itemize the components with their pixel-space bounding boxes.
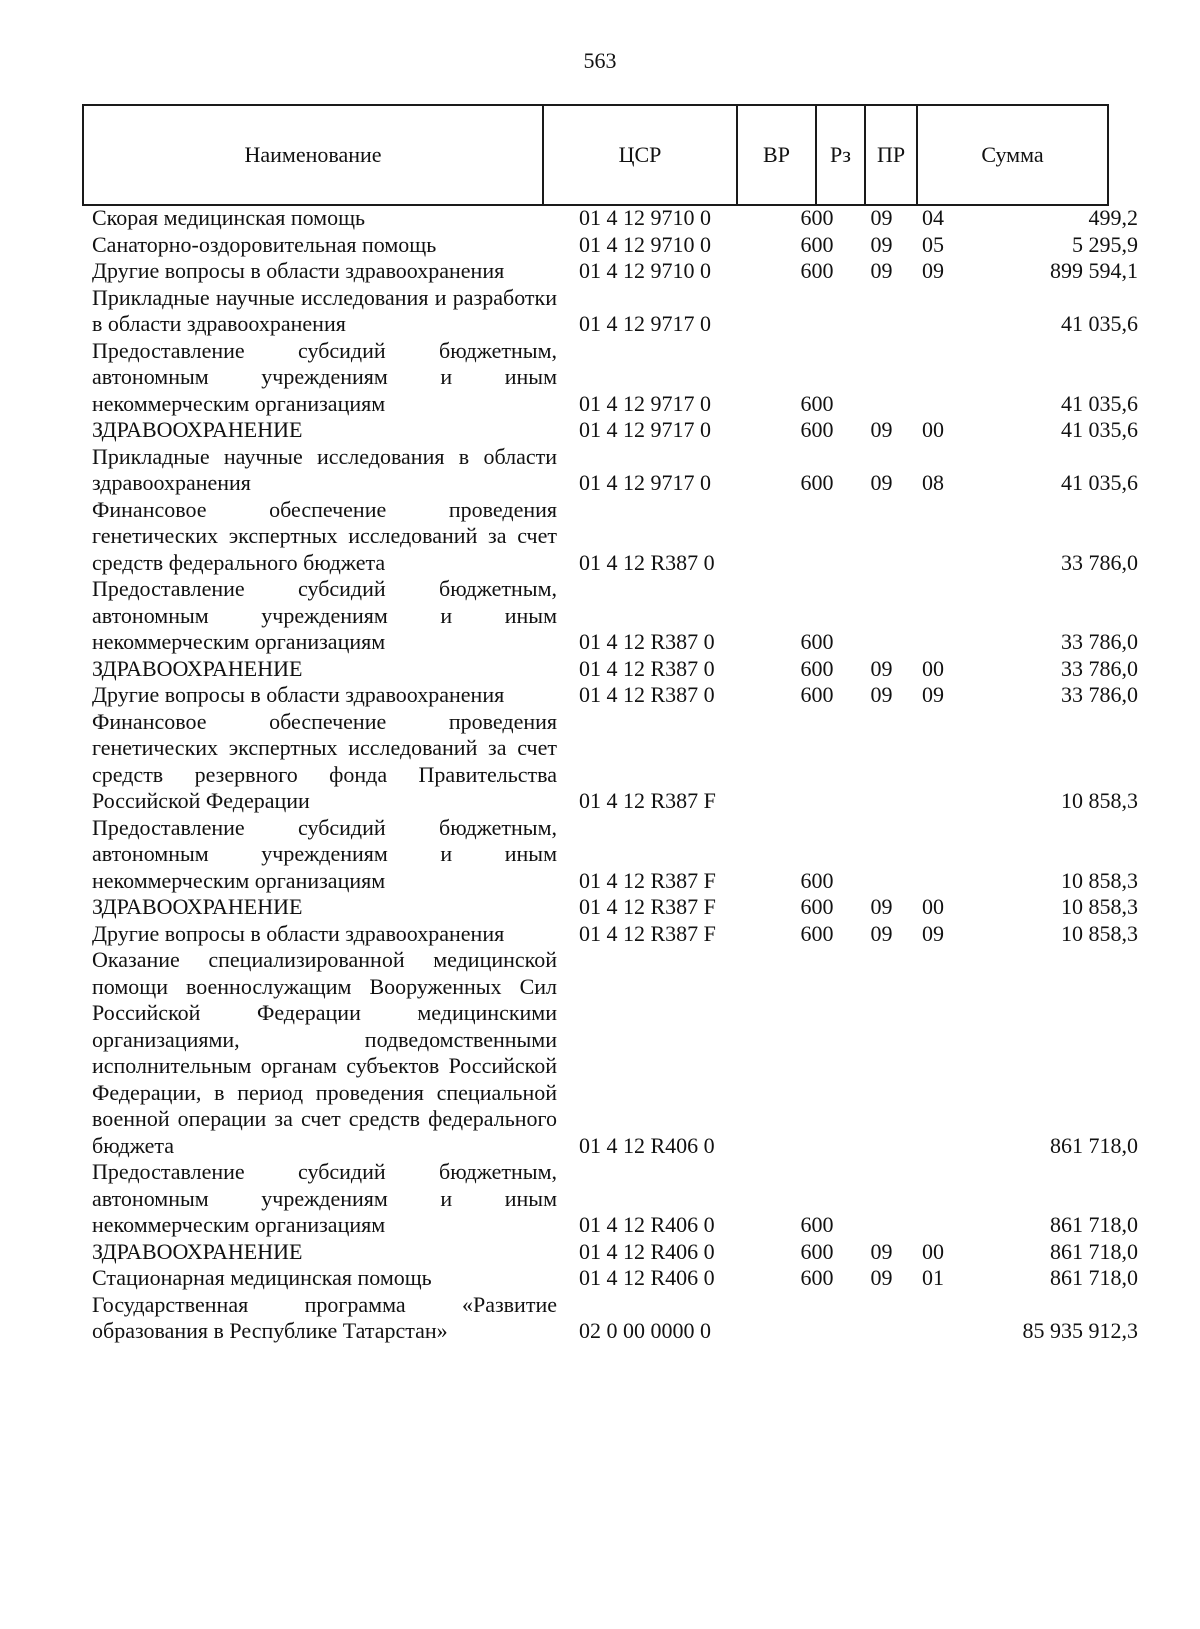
row-name-text: Государственная программа «Развитие образования в Республике Татарстан» [92,1291,557,1343]
row-vr: 600 [800,894,834,919]
row-vr [777,285,857,338]
row-csr: 01 4 12 R387 F [579,867,716,893]
table-row [82,417,1152,444]
row-name [82,258,557,285]
row-name [82,815,557,895]
row-rz: 09 [870,417,893,442]
row-csr: 01 4 12 R406 0 [579,1238,715,1264]
row-name-text: ЗДРАВООХРАНЕНИЕ [92,1238,303,1264]
row-pr [906,815,960,895]
row-vr: 600 [800,470,834,495]
row-pr: 09 [922,682,944,707]
table-row [82,1292,1152,1345]
row-vr: 600 [800,629,834,654]
row-csr: 01 4 12 9717 0 [579,470,711,495]
row-csr: 01 4 12 9710 0 [579,258,711,283]
row-sum: 861 718,0 [1050,1265,1138,1290]
row-csr: 01 4 12 9717 0 [579,311,711,336]
row-sum: 899 594,1 [1050,258,1138,283]
row-sum: 33 786,0 [1061,682,1138,707]
header-sum: Сумма [917,105,1108,205]
row-csr: 01 4 12 R387 0 [579,629,715,654]
row-rz [857,497,906,577]
row-pr [906,1159,960,1239]
header-rz: Рз [816,105,865,205]
row-name-text: Санаторно-оздоровительная помощь [92,231,437,257]
table-row [82,947,1152,1159]
row-name [82,656,557,683]
row-name-text: Скорая медицинская помощь [92,205,366,230]
page-number: 563 [583,48,617,73]
table-row [82,656,1152,683]
row-rz [857,947,906,1159]
table-row [82,894,1152,921]
row-pr: 04 [922,205,944,230]
row-rz: 09 [870,655,893,681]
row-rz [857,1159,906,1239]
row-vr [777,1292,857,1345]
row-rz [857,576,906,656]
row-rz: 09 [870,231,893,257]
row-name [82,921,557,948]
row-rz [857,338,906,418]
table-row [82,1265,1152,1292]
row-name [82,285,557,338]
row-sum: 861 718,0 [1050,1238,1138,1264]
row-name-text: Прикладные научные исследования и разработки в области здравоохранения [92,284,557,336]
table-body [82,205,1152,1345]
row-name-text: Другие вопросы в области здравоохранения [92,682,505,707]
table-row [82,205,1152,232]
row-name-text: Стационарная медицинская помощь [92,1265,432,1290]
row-name [82,1239,557,1266]
row-name-text: Предоставление субсидий бюджетным, автономным учреждениям и иным некоммерческим организациям [92,337,557,416]
row-name [82,1292,557,1345]
row-vr [777,947,857,1159]
header-csr: ЦСР [543,105,737,205]
row-sum: 41 035,6 [1061,390,1138,416]
row-csr: 01 4 12 R406 0 [579,1265,715,1290]
table-header [82,104,1109,206]
table-row [82,921,1152,948]
row-name [82,417,557,444]
row-pr [906,285,960,338]
row-pr: 08 [922,470,944,495]
table-row [82,338,1152,418]
row-sum: 10 858,3 [1061,788,1138,813]
row-name-text: Финансовое обеспечение проведения генетических экспертных исследований за счет средств федерального бюджета [92,496,557,575]
row-csr: 01 4 12 R406 0 [579,1212,715,1237]
row-csr: 01 4 12 R387 F [579,788,716,813]
row-sum: 85 935 912,3 [1022,1318,1138,1343]
table-row [82,258,1152,285]
row-pr [906,947,960,1159]
row-sum: 41 035,6 [1061,311,1138,336]
row-rz: 09 [870,1238,893,1264]
row-sum: 5 295,9 [1072,231,1138,257]
row-name [82,682,557,709]
table-row [82,576,1152,656]
row-name-text: ЗДРАВООХРАНЕНИЕ [92,655,303,681]
row-sum: 41 035,6 [1061,417,1138,442]
row-pr [906,576,960,656]
header-vr: ВР [737,105,816,205]
row-name-text: ЗДРАВООХРАНЕНИЕ [92,894,303,919]
row-name-text: Предоставление субсидий бюджетным, автономным учреждениям и иным некоммерческим организациям [92,814,557,893]
row-name-text: Прикладные научные исследования в области здравоохранения [92,443,557,495]
row-vr: 600 [800,1265,834,1290]
row-csr: 01 4 12 R387 F [579,894,716,919]
row-rz: 09 [870,470,893,495]
row-sum: 10 858,3 [1061,894,1138,919]
table-row [82,497,1152,577]
row-pr: 09 [922,920,944,946]
row-sum: 41 035,6 [1061,470,1138,495]
row-sum: 33 786,0 [1061,655,1138,681]
row-name [82,947,557,1159]
row-csr: 01 4 12 R387 F [579,920,716,946]
table-row [82,232,1152,259]
row-pr: 00 [922,894,944,919]
table-row [82,285,1152,338]
row-pr [906,338,960,418]
row-name [82,709,557,815]
row-sum: 33 786,0 [1061,629,1138,654]
row-name [82,497,557,577]
row-vr: 600 [800,258,834,283]
row-rz: 09 [870,258,893,283]
table-row [82,1239,1152,1266]
row-name-text: Другие вопросы в области здравоохранения [92,920,505,946]
row-csr: 01 4 12 R387 0 [579,655,715,681]
row-name-text: Предоставление субсидий бюджетным, автономным учреждениям и иным некоммерческим организациям [92,1159,557,1237]
row-pr: 00 [922,655,944,681]
row-vr [777,709,857,815]
row-sum: 10 858,3 [1061,920,1138,946]
row-rz: 09 [870,920,893,946]
row-name [82,205,557,232]
row-rz: 09 [870,682,893,707]
row-rz [857,1292,906,1345]
row-rz [857,709,906,815]
row-rz [857,285,906,338]
row-rz: 09 [870,894,893,919]
row-csr: 01 4 12 9717 0 [579,390,711,416]
table-row [82,815,1152,895]
row-name-text: Предоставление субсидий бюджетным, автономным учреждениям и иным некоммерческим организациям [92,576,557,654]
row-name [82,1159,557,1239]
row-pr: 01 [922,1265,944,1290]
row-name-text: ЗДРАВООХРАНЕНИЕ [92,417,303,442]
row-vr: 600 [800,920,834,946]
row-name [82,338,557,418]
row-pr: 05 [922,231,944,257]
row-pr [906,1292,960,1345]
row-pr: 09 [922,258,944,283]
row-name [82,894,557,921]
row-rz: 09 [870,205,893,230]
budget-table [82,205,1152,1345]
row-csr: 01 4 12 R387 0 [579,549,715,575]
row-vr: 600 [800,655,834,681]
row-rz [857,815,906,895]
header-name: Наименование [83,105,543,205]
table-row [82,1159,1152,1239]
table-row [82,682,1152,709]
row-name-text: Другие вопросы в области здравоохранения [92,258,505,283]
row-csr: 01 4 12 9710 0 [579,231,711,257]
row-pr [906,709,960,815]
row-vr: 600 [800,867,834,893]
row-rz: 09 [870,1265,893,1290]
row-name [82,1265,557,1292]
row-csr: 01 4 12 R387 0 [579,682,715,707]
row-name [82,232,557,259]
row-vr: 600 [800,205,834,230]
row-vr: 600 [800,231,834,257]
row-pr [906,497,960,577]
row-name [82,444,557,497]
header-pr: ПР [865,105,917,205]
row-name-text: Финансовое обеспечение проведения генетических экспертных исследований за счет средств резервного фонда Правительства Российской Федерации [92,708,557,813]
table-row [82,444,1152,497]
row-name [82,576,557,656]
row-vr: 600 [800,390,834,416]
row-csr: 02 0 00 0000 0 [579,1318,711,1343]
row-vr: 600 [800,682,834,707]
row-sum: 499,2 [1088,205,1138,230]
row-sum: 33 786,0 [1061,549,1138,575]
row-csr: 01 4 12 R406 0 [579,1132,715,1158]
row-vr: 600 [800,1238,834,1264]
row-sum: 861 718,0 [1050,1132,1138,1158]
row-pr: 00 [922,417,944,442]
row-sum: 861 718,0 [1050,1212,1138,1237]
row-csr: 01 4 12 9710 0 [579,205,711,230]
row-csr: 01 4 12 9717 0 [579,417,711,442]
row-name-text: Оказание специализированной медицинской помощи военнослужащим Вооруженных Сил Российской Федерации медицинскими организациями, подведомственными исполнительным органам субъектов Российской Федерации, в период проведения специальной военной операции за счет средств федерального бюджета [92,947,557,1158]
table-row [82,709,1152,815]
row-sum: 10 858,3 [1061,867,1138,893]
row-vr: 600 [800,417,834,442]
row-pr: 00 [922,1238,944,1264]
row-vr [777,497,857,577]
row-vr: 600 [800,1212,834,1237]
